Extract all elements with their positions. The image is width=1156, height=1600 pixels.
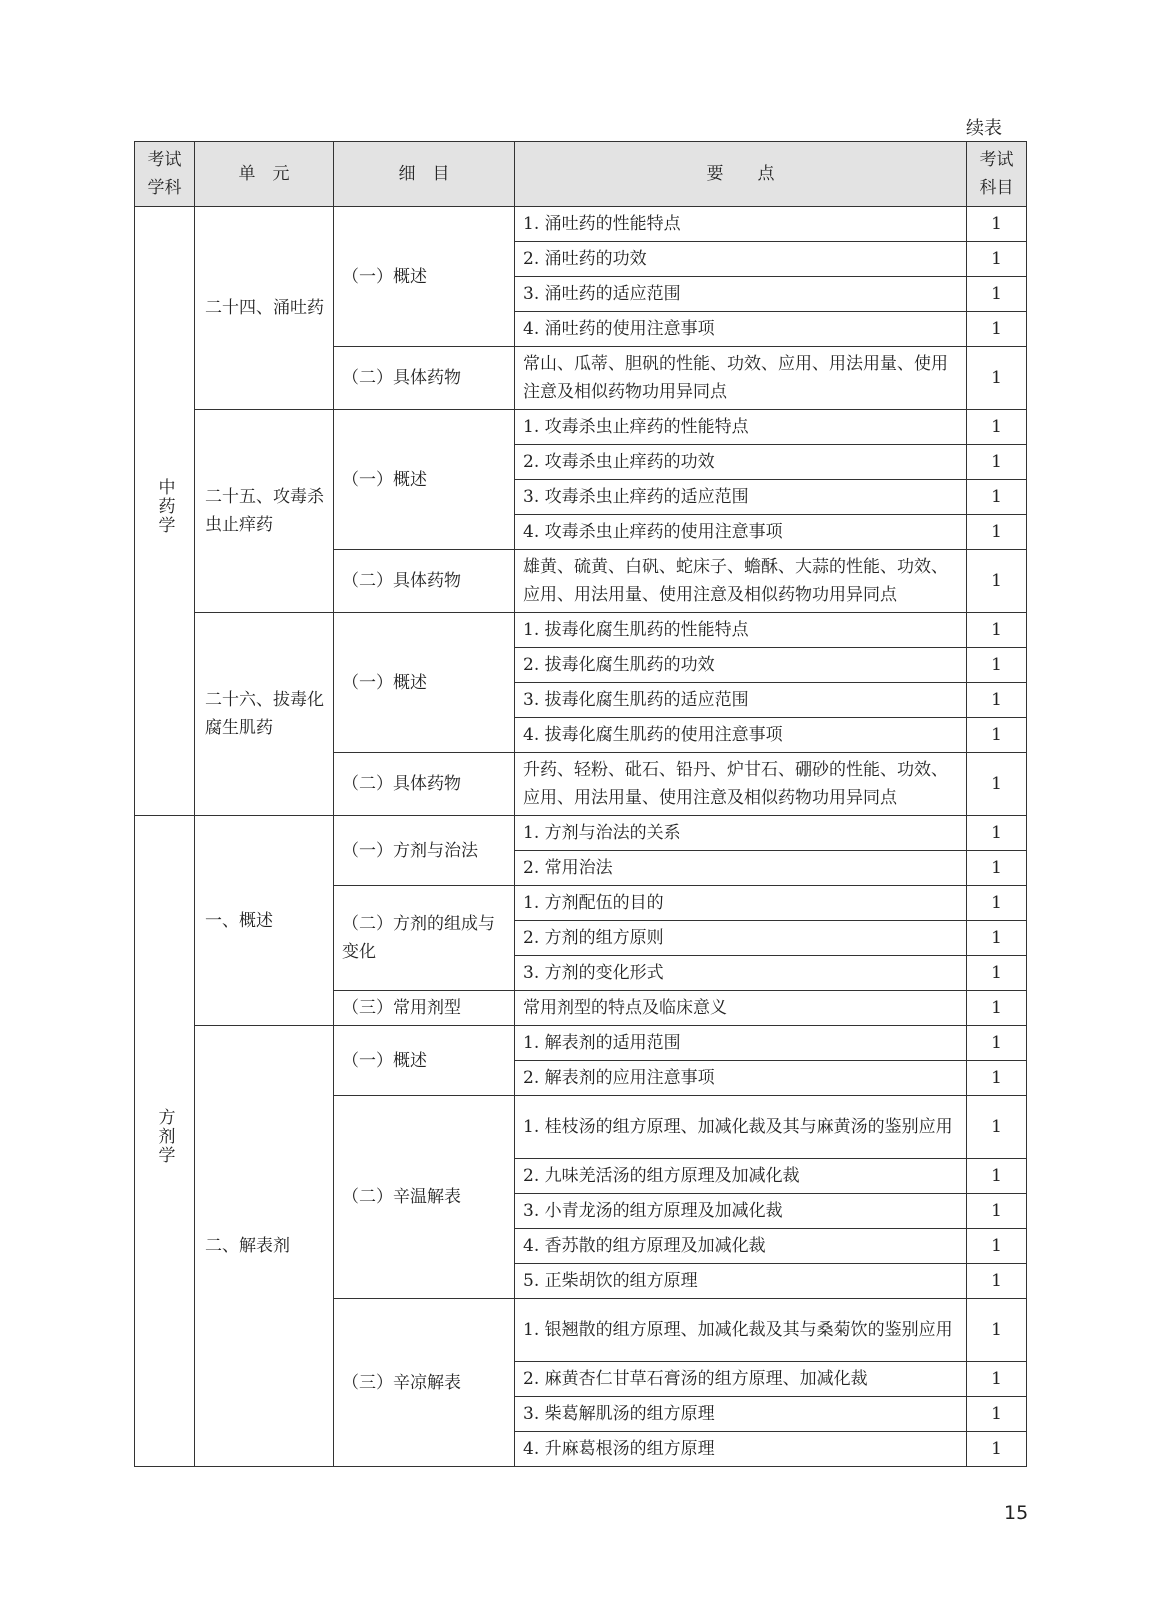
point-cell: 1. 桂枝汤的组方原理、加减化裁及其与麻黄汤的鉴别应用 bbox=[515, 1096, 967, 1159]
item-cell: （一）概述 bbox=[334, 1026, 515, 1096]
syllabus-table bbox=[134, 141, 1027, 1467]
table-row bbox=[135, 816, 1027, 851]
point-cell: 2. 常用治法 bbox=[515, 851, 967, 886]
point-cell: 3. 柴葛解肌汤的组方原理 bbox=[515, 1397, 967, 1432]
item-cell: （一）概述 bbox=[334, 410, 515, 550]
exam-subject-cell: 1 bbox=[967, 242, 1027, 277]
point-cell: 1. 拔毒化腐生肌药的性能特点 bbox=[515, 613, 967, 648]
point-cell: 2. 解表剂的应用注意事项 bbox=[515, 1061, 967, 1096]
point-cell: 2. 攻毒杀虫止痒药的功效 bbox=[515, 445, 967, 480]
point-cell: 2. 拔毒化腐生肌药的功效 bbox=[515, 648, 967, 683]
exam-subject-cell: 1 bbox=[967, 956, 1027, 991]
exam-subject-cell: 1 bbox=[967, 347, 1027, 410]
exam-subject-cell: 1 bbox=[967, 851, 1027, 886]
item-cell: （三）常用剂型 bbox=[334, 991, 515, 1026]
item-cell: （二）具体药物 bbox=[334, 550, 515, 613]
exam-subject-cell: 1 bbox=[967, 1299, 1027, 1362]
point-cell: 4. 涌吐药的使用注意事项 bbox=[515, 312, 967, 347]
item-cell: （二）方剂的组成与变化 bbox=[334, 886, 515, 991]
point-cell: 4. 升麻葛根汤的组方原理 bbox=[515, 1432, 967, 1467]
subject-label: 方剂学 bbox=[154, 1108, 175, 1165]
table-row bbox=[135, 613, 1027, 648]
point-cell: 常用剂型的特点及临床意义 bbox=[515, 991, 967, 1026]
item-cell: （二）具体药物 bbox=[334, 347, 515, 410]
exam-subject-cell: 1 bbox=[967, 1194, 1027, 1229]
exam-subject-cell: 1 bbox=[967, 515, 1027, 550]
item-cell: （一）概述 bbox=[334, 613, 515, 753]
exam-subject-cell: 1 bbox=[967, 921, 1027, 956]
exam-subject-cell: 1 bbox=[967, 683, 1027, 718]
header-exam-subject: 考试科目 bbox=[967, 142, 1027, 207]
point-cell: 2. 方剂的组方原则 bbox=[515, 921, 967, 956]
header-item: 细 目 bbox=[334, 142, 515, 207]
point-cell: 1. 银翘散的组方原理、加减化裁及其与桑菊饮的鉴别应用 bbox=[515, 1299, 967, 1362]
item-cell: （一）概述 bbox=[334, 207, 515, 347]
unit-cell: 二十五、攻毒杀虫止痒药 bbox=[195, 410, 334, 613]
exam-subject-cell: 1 bbox=[967, 1096, 1027, 1159]
exam-subject-cell: 1 bbox=[967, 1159, 1027, 1194]
exam-subject-cell: 1 bbox=[967, 886, 1027, 921]
exam-subject-cell: 1 bbox=[967, 480, 1027, 515]
table-row bbox=[135, 410, 1027, 445]
point-cell: 4. 拔毒化腐生肌药的使用注意事项 bbox=[515, 718, 967, 753]
point-cell: 2. 九味羌活汤的组方原理及加减化裁 bbox=[515, 1159, 967, 1194]
point-cell: 升药、轻粉、砒石、铅丹、炉甘石、硼砂的性能、功效、应用、用法用量、使用注意及相似药物功用异同点 bbox=[515, 753, 967, 816]
unit-cell: 二、解表剂 bbox=[195, 1026, 334, 1467]
exam-subject-cell: 1 bbox=[967, 1229, 1027, 1264]
exam-subject-cell: 1 bbox=[967, 613, 1027, 648]
exam-subject-cell: 1 bbox=[967, 277, 1027, 312]
unit-cell: 二十四、涌吐药 bbox=[195, 207, 334, 410]
subject-cell bbox=[135, 816, 195, 1467]
item-cell: （二）具体药物 bbox=[334, 753, 515, 816]
exam-subject-cell: 1 bbox=[967, 550, 1027, 613]
exam-subject-cell: 1 bbox=[967, 1362, 1027, 1397]
exam-subject-cell: 1 bbox=[967, 648, 1027, 683]
point-cell: 3. 攻毒杀虫止痒药的适应范围 bbox=[515, 480, 967, 515]
exam-subject-cell: 1 bbox=[967, 1061, 1027, 1096]
exam-subject-cell: 1 bbox=[967, 718, 1027, 753]
exam-subject-cell: 1 bbox=[967, 1264, 1027, 1299]
exam-subject-cell: 1 bbox=[967, 1397, 1027, 1432]
exam-subject-cell: 1 bbox=[967, 410, 1027, 445]
exam-subject-cell: 1 bbox=[967, 207, 1027, 242]
exam-subject-cell: 1 bbox=[967, 312, 1027, 347]
header-point: 要 点 bbox=[515, 142, 967, 207]
point-cell: 5. 正柴胡饮的组方原理 bbox=[515, 1264, 967, 1299]
unit-cell: 一、概述 bbox=[195, 816, 334, 1026]
exam-subject-cell: 1 bbox=[967, 445, 1027, 480]
point-cell: 3. 拔毒化腐生肌药的适应范围 bbox=[515, 683, 967, 718]
point-cell: 1. 方剂与治法的关系 bbox=[515, 816, 967, 851]
header-subject: 考试学科 bbox=[135, 142, 195, 207]
header-unit: 单 元 bbox=[195, 142, 334, 207]
point-cell: 2. 涌吐药的功效 bbox=[515, 242, 967, 277]
point-cell: 1. 方剂配伍的目的 bbox=[515, 886, 967, 921]
exam-subject-cell: 1 bbox=[967, 753, 1027, 816]
point-cell: 3. 涌吐药的适应范围 bbox=[515, 277, 967, 312]
exam-subject-cell: 1 bbox=[967, 816, 1027, 851]
subject-label: 中药学 bbox=[154, 478, 175, 535]
item-cell: （二）辛温解表 bbox=[334, 1096, 515, 1299]
table-row bbox=[135, 207, 1027, 242]
unit-cell: 二十六、拔毒化腐生肌药 bbox=[195, 613, 334, 816]
point-cell: 4. 香苏散的组方原理及加减化裁 bbox=[515, 1229, 967, 1264]
table-continued-caption: 续表 bbox=[966, 118, 1002, 139]
exam-subject-cell: 1 bbox=[967, 1432, 1027, 1467]
point-cell: 常山、瓜蒂、胆矾的性能、功效、应用、用法用量、使用注意及相似药物功用异同点 bbox=[515, 347, 967, 410]
item-cell: （一）方剂与治法 bbox=[334, 816, 515, 886]
table-header-row bbox=[135, 142, 1027, 207]
point-cell: 雄黄、硫黄、白矾、蛇床子、蟾酥、大蒜的性能、功效、应用、用法用量、使用注意及相似药物功用异同点 bbox=[515, 550, 967, 613]
page-number: 15 bbox=[1004, 1502, 1029, 1524]
point-cell: 4. 攻毒杀虫止痒药的使用注意事项 bbox=[515, 515, 967, 550]
point-cell: 3. 小青龙汤的组方原理及加减化裁 bbox=[515, 1194, 967, 1229]
point-cell: 1. 攻毒杀虫止痒药的性能特点 bbox=[515, 410, 967, 445]
item-cell: （三）辛凉解表 bbox=[334, 1299, 515, 1467]
exam-subject-cell: 1 bbox=[967, 991, 1027, 1026]
exam-subject-cell: 1 bbox=[967, 1026, 1027, 1061]
point-cell: 3. 方剂的变化形式 bbox=[515, 956, 967, 991]
table-row bbox=[135, 1026, 1027, 1061]
point-cell: 2. 麻黄杏仁甘草石膏汤的组方原理、加减化裁 bbox=[515, 1362, 967, 1397]
point-cell: 1. 解表剂的适用范围 bbox=[515, 1026, 967, 1061]
point-cell: 1. 涌吐药的性能特点 bbox=[515, 207, 967, 242]
subject-cell bbox=[135, 207, 195, 816]
